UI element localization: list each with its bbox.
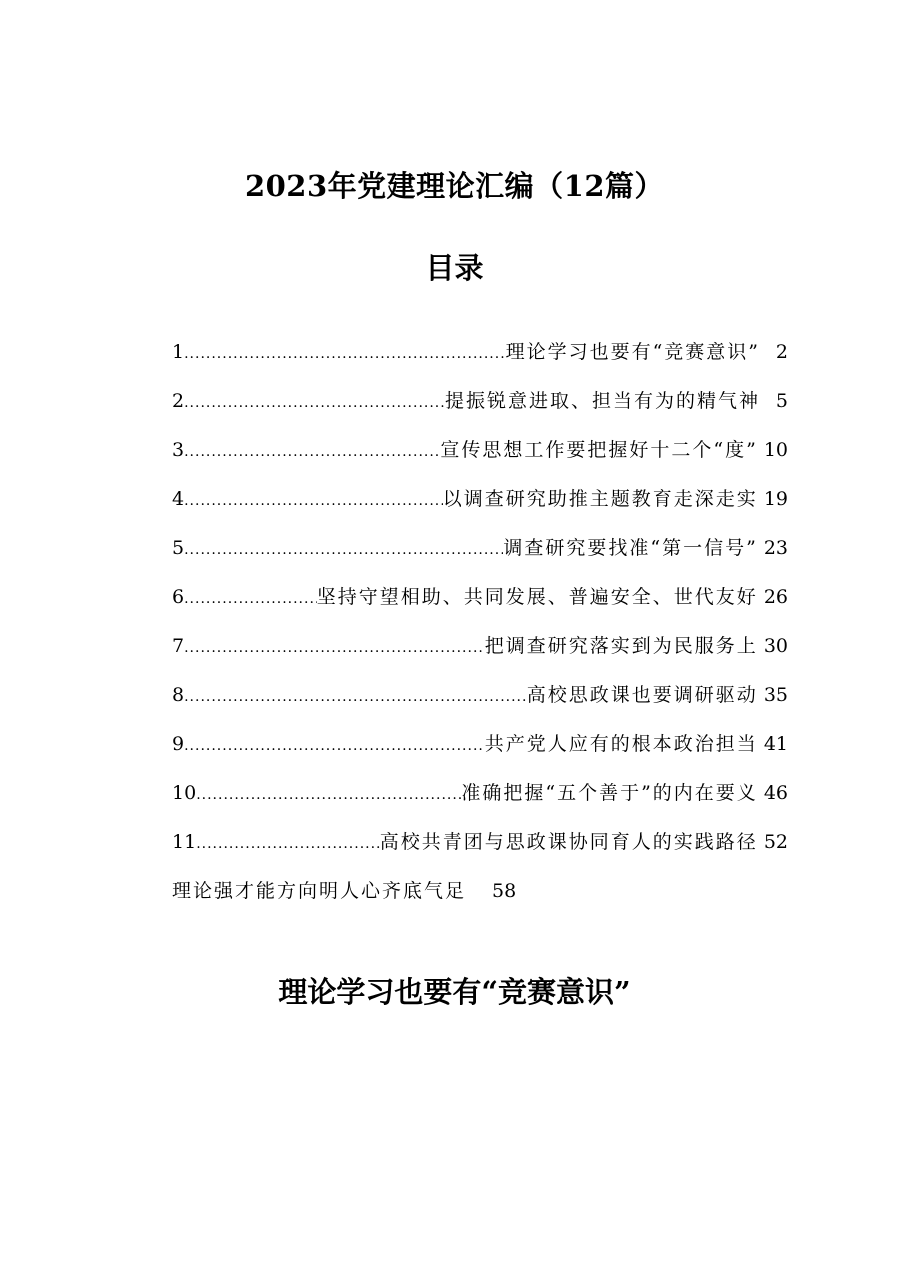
toc-entry-3[interactable]	[172, 432, 788, 481]
toc-entry-number: 1	[172, 341, 185, 363]
toc-entry-number: 2	[172, 390, 185, 412]
toc-entry-page: 35	[763, 684, 788, 706]
toc-entry-title: 以调查研究助推主题教育走深走实	[442, 488, 758, 510]
toc-dot-leader	[184, 581, 317, 617]
toc-entry-page: 26	[763, 586, 788, 608]
toc-entry-title: 宣传思想工作要把握好十二个“度”	[440, 439, 758, 461]
toc-entry-number: 4	[172, 488, 185, 510]
toc-entry-8[interactable]	[172, 677, 788, 726]
toc-entry-number: 8	[172, 684, 185, 706]
toc-entry-page: 10	[763, 439, 788, 461]
toc-entry-10[interactable]	[172, 775, 788, 824]
toc-entry-page: 23	[763, 537, 788, 559]
toc-entry-page: 5	[775, 390, 788, 412]
toc-entry-number: 10	[172, 782, 197, 804]
toc-entry-5[interactable]	[172, 530, 788, 579]
toc-entry-title: 调查研究要找准“第一信号”	[503, 537, 758, 559]
toc-dot-leader	[196, 777, 461, 813]
toc-entry-number: 6	[172, 586, 185, 608]
toc-dot-leader	[184, 336, 505, 372]
toc-entry-title: 把调查研究落实到为民服务上	[484, 635, 758, 657]
toc-dot-leader	[184, 483, 443, 519]
toc-entry-page: 41	[763, 733, 788, 755]
toc-entry-11[interactable]	[172, 824, 788, 873]
section-title: 理论学习也要有“竞赛意识”	[278, 975, 631, 1009]
toc-entry-page: 2	[775, 341, 788, 363]
toc-entry-2[interactable]	[172, 383, 788, 432]
toc-entry-title: 高校思政课也要调研驱动	[526, 684, 758, 706]
toc-entry-title: 理论学习也要有“竞赛意识”	[505, 341, 760, 363]
table-of-contents	[172, 334, 788, 922]
toc-entry-page: 46	[763, 782, 788, 804]
toc-entry-number: 7	[172, 635, 185, 657]
toc-entry-number: 9	[172, 733, 185, 755]
toc-entry-page: 58	[492, 880, 517, 902]
toc-entry-7[interactable]	[172, 628, 788, 677]
toc-entry-1[interactable]	[172, 334, 788, 383]
toc-entry-page: 30	[763, 635, 788, 657]
toc-entry-number: 11	[172, 831, 197, 853]
toc-entry-6[interactable]	[172, 579, 788, 628]
toc-dot-leader	[184, 679, 527, 715]
toc-entry-page: 19	[763, 488, 788, 510]
toc-entry-4[interactable]	[172, 481, 788, 530]
toc-entry-title: 准确把握“五个善于”的内在要义	[461, 782, 758, 804]
toc-heading: 目录	[425, 251, 484, 285]
toc-entry-number: 5	[172, 537, 185, 559]
toc-entry-title: 共产党人应有的根本政治担当	[484, 733, 758, 755]
toc-entry-9[interactable]	[172, 726, 788, 775]
toc-entry-page: 52	[763, 831, 788, 853]
toc-dot-leader	[184, 532, 503, 568]
toc-dot-leader	[184, 434, 440, 470]
toc-dot-leader	[184, 728, 485, 764]
document-title: 2023年党建理论汇编（12篇）	[244, 169, 665, 203]
toc-entry-title: 理论强才能方向明人心齐底气足	[172, 880, 467, 902]
toc-entry-number: 3	[172, 439, 185, 461]
toc-dot-leader	[184, 385, 445, 421]
toc-entry-12[interactable]	[172, 873, 788, 922]
toc-entry-title: 提振锐意进取、担当有为的精气神	[444, 390, 760, 412]
toc-dot-leader	[184, 630, 485, 666]
toc-dot-leader	[196, 826, 380, 862]
toc-entry-title: 高校共青团与思政课协同育人的实践路径	[379, 831, 758, 853]
toc-entry-title: 坚持守望相助、共同发展、普遍安全、世代友好	[316, 586, 758, 608]
